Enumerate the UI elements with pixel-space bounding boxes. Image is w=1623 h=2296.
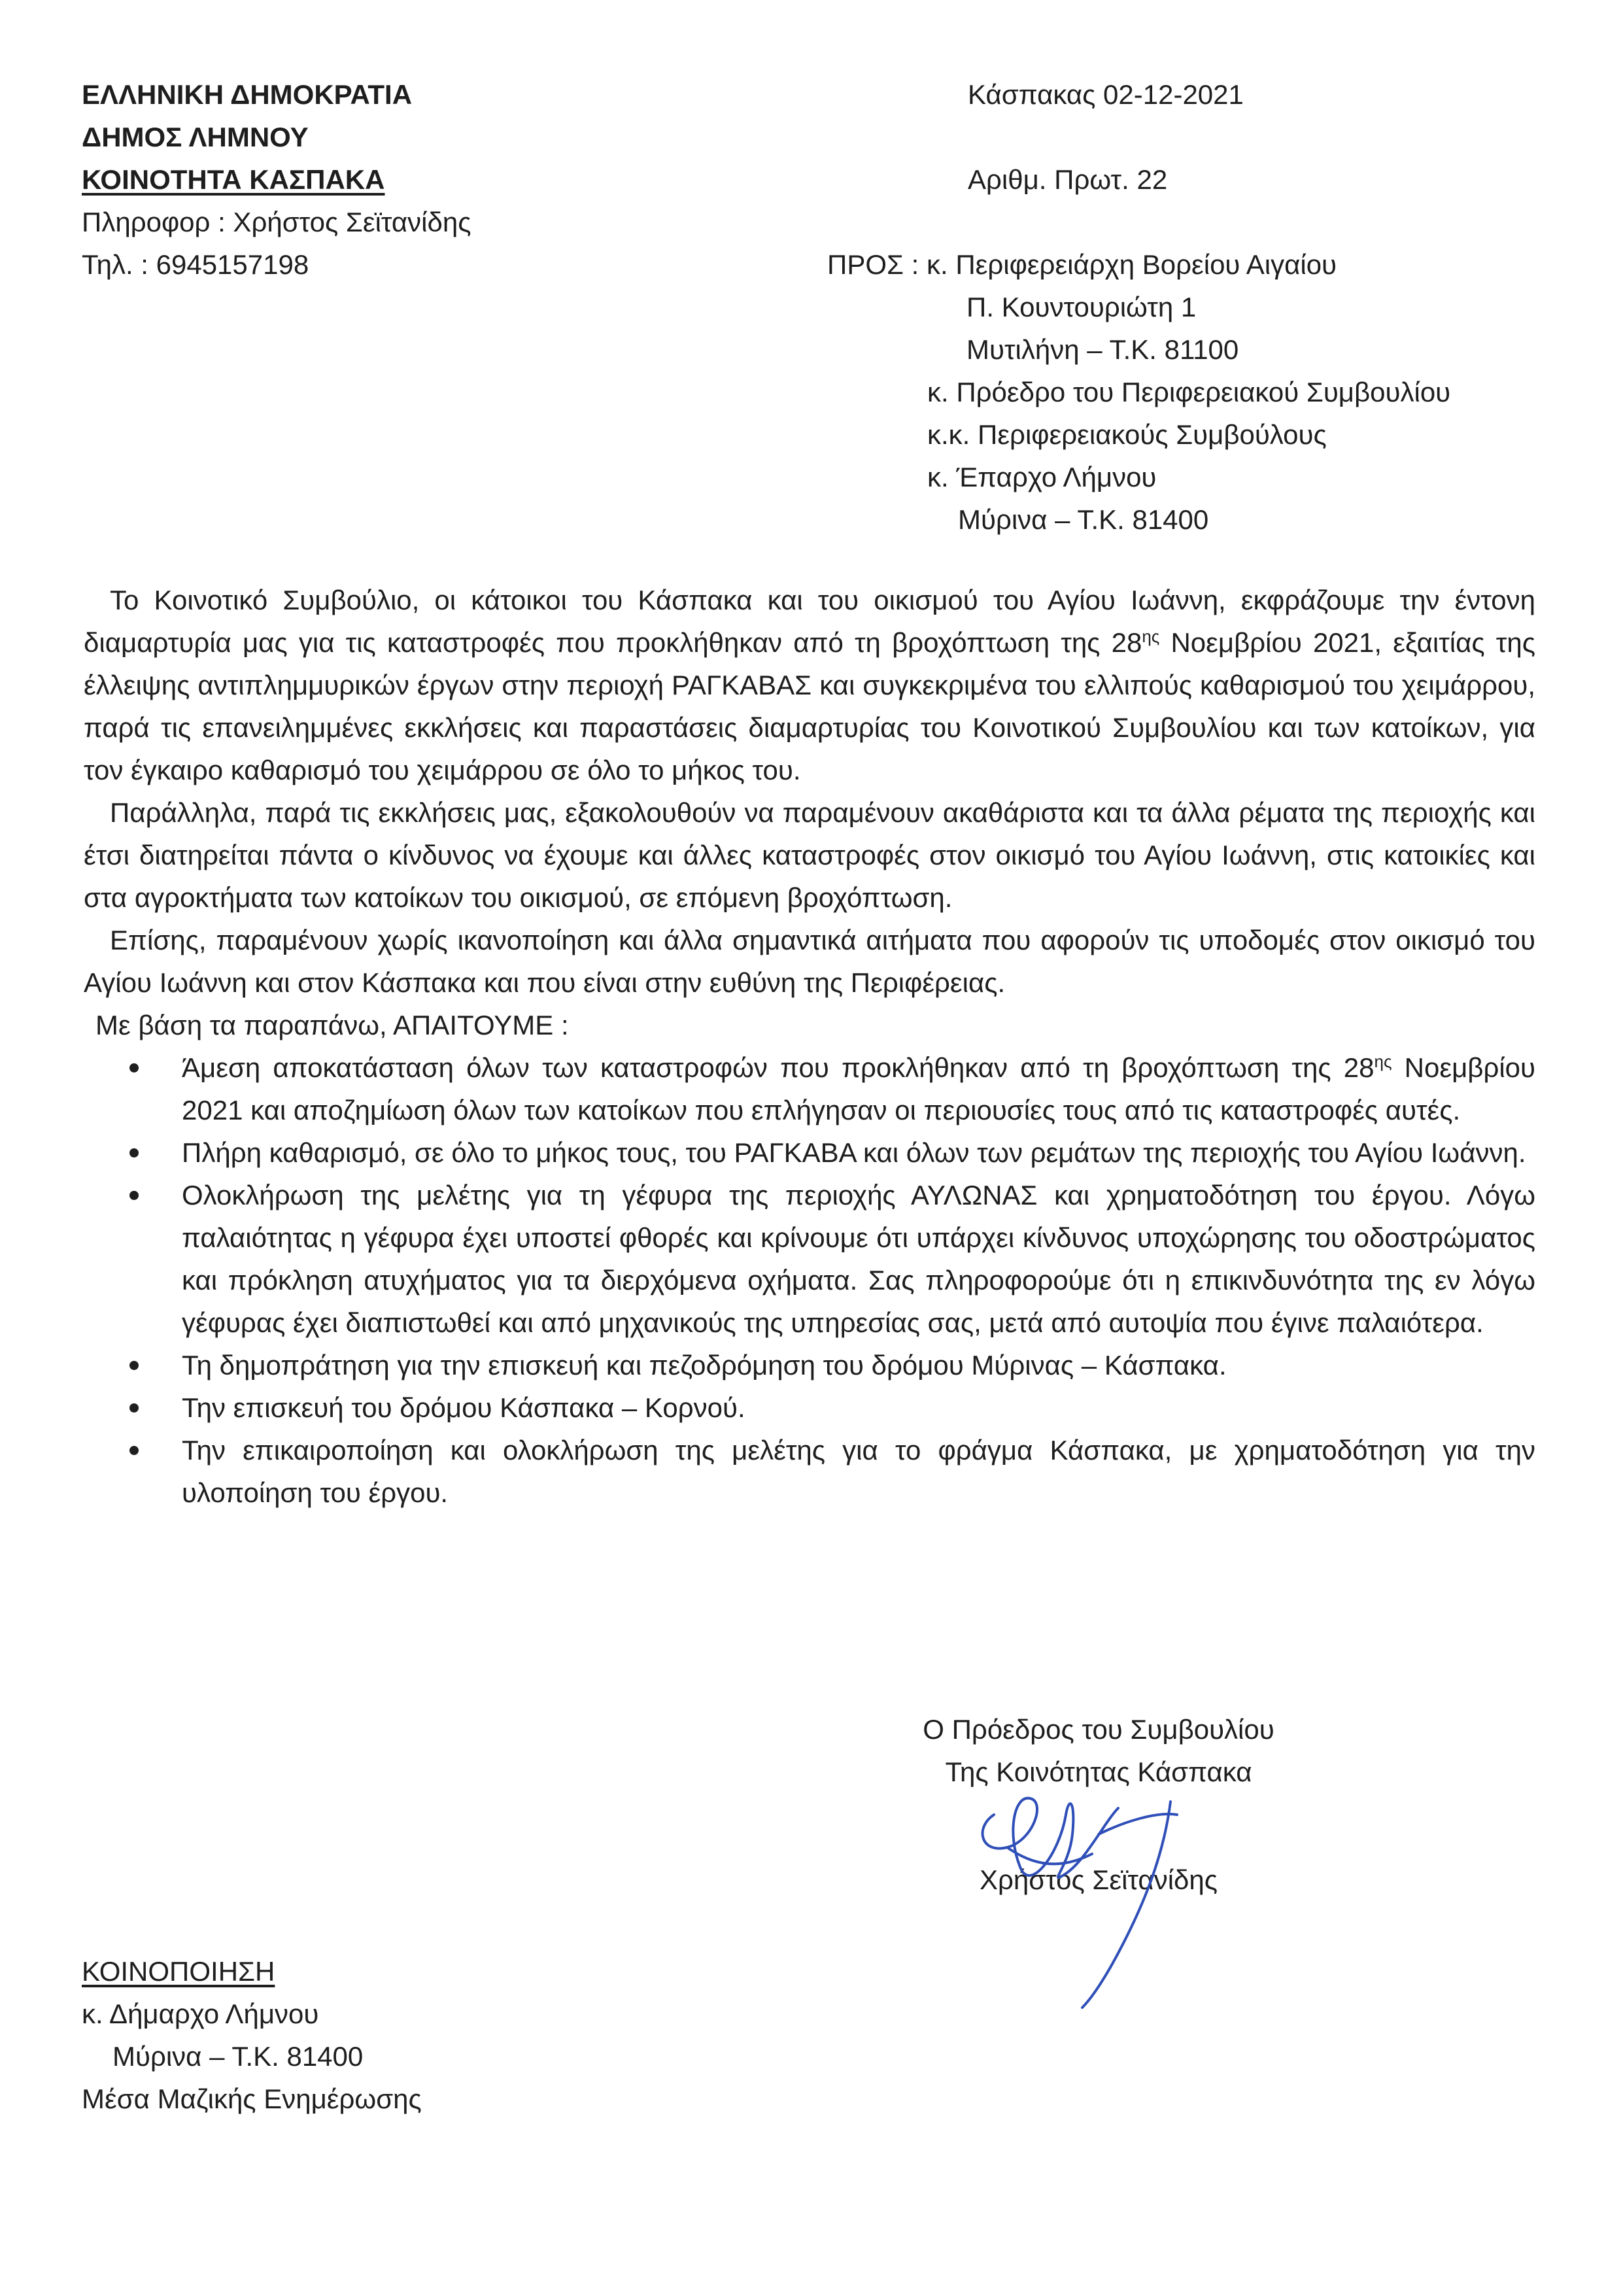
paragraph-1-part-a: Το Κοινοτικό Συμβούλιο, οι κάτοικοι του Κάσπακα και του οικισμού του Αγίου Ιωάννη, εκφράζουμε την έντονη διαμαρτυρία μας για τις καταστροφές που προκλήθηκαν από τη βροχόπτωση της 28 [84,585,1535,658]
paragraph-1-part-b: Νοεμβρίου 2021, εξαιτίας της έλλειψης αντιπλημμυρικών έργων στην περιοχή ΡΑΓΚΑΒΑΣ και συγκεκριμένα του ελλιπούς καθαρισμού του χειμάρρου, παρά τις επανειλημμένες εκκλήσεις και παραστάσεις διαμαρτυρίας του Κοινοτικού Συμβουλίου και των κατοίκων, για τον έγκαιρο καθαρισμό του χειμάρρου σε όλο το μήκος του. [84,627,1536,785]
recipient-line-4: κ.κ. Περιφερειακούς Συμβούλους [927,419,1327,450]
signature-stroke-1 [983,1798,1118,1878]
recipient-to: ΠΡΟΣ : κ. Περιφερειάρχη Βορείου Αιγαίου [827,249,1337,280]
recipient-line-3: κ. Πρόεδρο του Περιφερειακού Συμβουλίου [927,377,1451,407]
signature-title-1: Ο Πρόεδρος του Συμβουλίου [923,1714,1274,1745]
demand-item-4: Τη δημοπράτηση για την επισκευή και πεζοδρόμηση του δρόμου Μύρινας – Κάσπακα. [84,1344,1535,1386]
document-date: Κάσπακας 02-12-2021 [968,79,1244,110]
demand-1-part-b: Νοεμβρίου 2021 και αποζημίωση όλων των κατοίκων που επλήγησαν οι περιουσίες τους από τις καταστροφές αυτές. [182,1052,1535,1125]
paragraph-1 [84,579,1535,791]
demand-item-1 [84,1046,1535,1131]
recipient-address-2: Μυτιλήνη – Τ.Κ. 81100 [966,334,1239,365]
cc-heading: ΚΟΙΝΟΠΟΙΗΣΗ [82,1956,275,1987]
letter-body [84,579,1535,1514]
recipient-line-5: κ. Έπαρχο Λήμνου [927,462,1157,492]
sender-line-2: ΔΗΜΟΣ ΛΗΜΝΟΥ [82,122,309,152]
demand-item-5: Την επισκευή του δρόμου Κάσπακα – Κορνού. [84,1386,1535,1429]
signature-title-2: Της Κοινότητας Κάσπακα [945,1756,1252,1787]
cc-line-2: Μύρινα – Τ.Κ. 81400 [112,2041,364,2072]
recipient-line-6: Μύρινα – Τ.Κ. 81400 [958,504,1209,535]
sender-info: Πληροφορ : Χρήστος Σεϊτανίδης [82,207,471,237]
paragraph-3: Επίσης, παραμένουν χωρίς ικανοποίηση και άλλα σημαντικά αιτήματα που αφορούν τις υποδομές στον οικισμό του Αγίου Ιωάννη και στον Κάσπακα και που είναι στην ευθύνη της Περιφέρειας. [84,925,1535,998]
demands-list [84,1046,1535,1514]
demand-1-ordinal: ης [1374,1052,1392,1071]
sender-line-3: ΚΟΙΝΟΤΗΤΑ ΚΑΣΠΑΚΑ [82,164,385,195]
demand-item-6: Την επικαιροποίηση και ολοκλήρωση της μελέτης για το φράγμα Κάσπακα, με χρηματοδότηση για την υλοποίηση του έργου. [84,1429,1535,1514]
signature-stroke-3 [1082,1802,1170,2008]
demand-1-part-a: Άμεση αποκατάσταση όλων των καταστροφών που προκλήθηκαν από τη βροχόπτωση της 28 [182,1052,1375,1083]
sender-phone: Τηλ. : 6945157198 [82,249,309,280]
demand-item-2: Πλήρη καθαρισμό, σε όλο το μήκος τους, του ΡΑΓΚΑΒΑ και όλων των ρεμάτων της περιοχής του Αγίου Ιωάννη. [84,1131,1535,1174]
cc-line-1: κ. Δήμαρχο Λήμνου [82,1998,319,2029]
paragraph-2: Παράλληλα, παρά τις εκκλήσεις μας, εξακολουθούν να παραμένουν ακαθάριστα και τα άλλα ρέματα της περιοχής και έτσι διατηρείται πάντα ο κίνδυνος να έχουμε και άλλες καταστροφές στον οικισμό του Αγίου Ιωάννη, στις κατοικίες και στα αγροκτήματα των κατοίκων του οικισμού, σε επόμενη βροχόπτωση. [84,797,1535,913]
signature-name: Χρήστος Σεϊτανίδης [979,1864,1218,1895]
handwritten-signature [968,1775,1216,2011]
recipient-address-1: Π. Κουντουριώτη 1 [966,292,1197,322]
paragraph-1-ordinal: ης [1142,626,1160,646]
demands-intro: Με βάση τα παραπάνω, ΑΠΑΙΤΟΥΜΕ : [95,1010,569,1040]
demand-item-3: Ολοκλήρωση της μελέτης για τη γέφυρα της περιοχής ΑΥΛΩΝΑΣ και χρηματοδότηση του έργου. Λόγω παλαιότητας η γέφυρα έχει υποστεί φθορές και κρίνουμε ότι υπάρχει κίνδυνος υποχώρησης του οδοστρώματος και πρόκληση ατυχήματος για τα διερχόμενα οχήματα. Σας πληροφορούμε ότι η επικινδυνότητα της εν λόγω γέφυρας έχει διαπιστωθεί και από μηχανικούς της υπηρεσίας σας, μετά από αυτοψία που έγινε παλαιότερα. [84,1174,1535,1344]
cc-line-3: Μέσα Μαζικής Ενημέρωσης [82,2083,422,2114]
sender-line-1: ΕΛΛΗΝΙΚΗ ΔΗΜΟΚΡΑΤΙΑ [82,79,413,110]
protocol-number: Αριθμ. Πρωτ. 22 [968,164,1168,195]
